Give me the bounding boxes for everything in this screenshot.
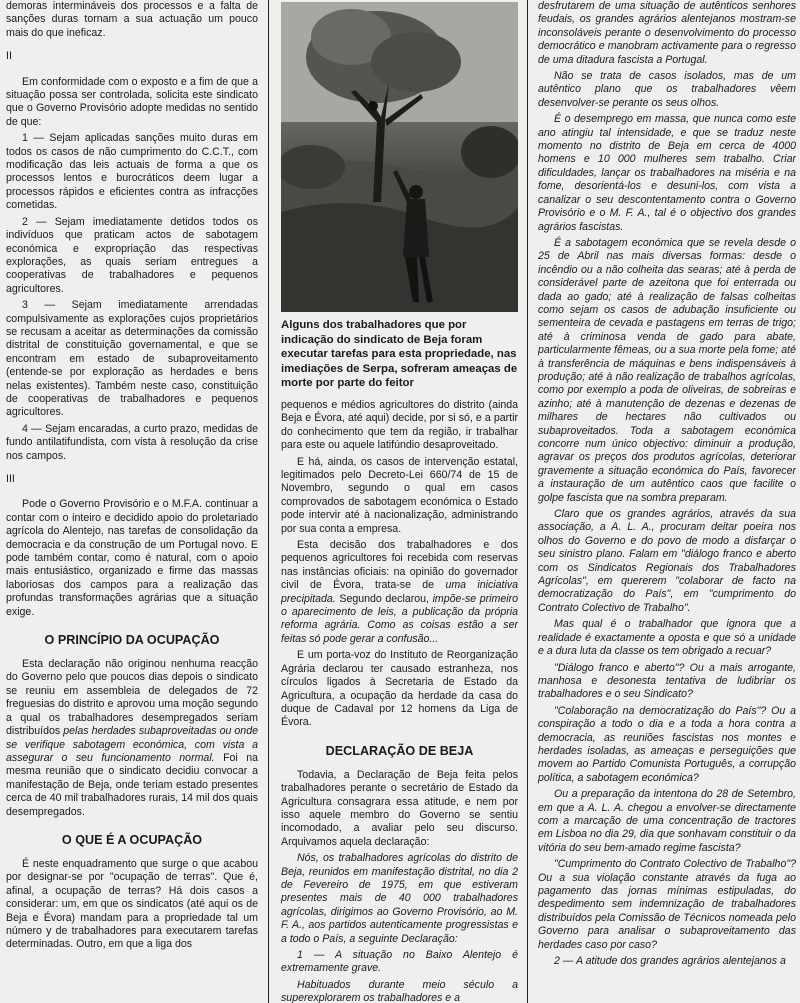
heading-declaracao-de-beja: DECLARAÇÃO DE BEJA bbox=[325, 743, 474, 758]
paragraph-decisao-text: Esta decisão dos trabalhadores e dos pequenos agricultores foi recebida com reservas nas instâncias oficiais: na opinião do governador civil de Évora, trata-se de bbox=[281, 539, 518, 592]
paragraph-desfrutarem: desfrutarem de uma situação de autênticos senhores feudais, os grandes agrários alentejanos mostram-se inconsoláveis perante o desenvolvimento do processo democrático e manobram activamente para o regresso de uma ditadura fascista a Portugal. bbox=[538, 0, 796, 66]
paragraph-preparacao: Ou a preparação da intentona do 28 de Setembro, em que a A. L. A. chegou a envolver-se directamente com a marcação de uma concentração de tractores em Lisboa no dia 29, dia que sonhavam constituir o da vitória do seu bem-amado regime fascista? bbox=[538, 788, 796, 854]
paragraph-nao-se-trata: Não se trata de casos isolados, mas de um autêntico plano que os trabalhadores vêem desenvolver-se perante os seus olhos. bbox=[538, 70, 796, 109]
column-left bbox=[6, 0, 258, 1003]
paragraph-intervencao: E há, ainda, os casos de intervenção estatal, legitimados pelo Decreto-Lei 660/74 de 15 de Novembro, segundo o qual em casos comprovados de sabotagem económica o Estado pode intervir até à nacionalização, administrando por sua conta a empresa. bbox=[281, 455, 518, 535]
column-right bbox=[538, 0, 796, 1003]
paragraph-declaracao-text: Esta declaração não originou nenhuma reacção do Governo pelo que poucos dias depois o sindicato se reuniu em assembleia de delegados de 72 freguesias do distrito e aprovou uma moção segundo a qual os trabalhadores desempregados seriam distribuídos bbox=[6, 658, 258, 738]
photo-illustration bbox=[281, 2, 518, 312]
column-rule-left bbox=[268, 0, 269, 1003]
paragraph-cumprimento: "Cumprimento do Contrato Colectivo de Trabalho"? Ou a sua violação constante através da fuga ao pagamento das jornas mínimas estipuladas, do despedimento sem indemnização de trabalhadores distribuídos pela Comissão de Técnicos nomeada pelo Governo para analisar o subaproveitamento das herdades caso por caso? bbox=[538, 858, 796, 951]
list-item-2: 2 — Sejam imediatamente detidos todos os indivíduos que praticam actos de sabotagem económica e expropriação das respectivas explorações, as quais seriam entregues a cooperativas de trabalhadores e pequenos agricultores. bbox=[6, 215, 258, 295]
paragraph-declaracao-italic: pelas herdades subaproveitadas ou onde se verifique sabotagem económica, com vista a assegurar o seu funcionamento normal. bbox=[6, 725, 258, 764]
paragraph-pequenos: pequenos e médios agricultores do distrito (ainda Beja e Évora, até aqui) decide, por si só, e a partir do conhecimento que tem da região, ir trabalhar para este ou aquele latifúndio desaproveitado. bbox=[281, 398, 518, 452]
heading-principio: O PRINCÍPIO DA OCUPAÇÃO bbox=[44, 633, 220, 648]
paragraph-conformidade: Em conformidade com o exposto e a fim de que a situação possa ser controlada, solicita este sindicato que o Governo Provisório adopte medidas no sentido de que: bbox=[6, 75, 258, 128]
paragraph-habituados: Habituados durante meio século a superexplorarem os trabalhadores e a bbox=[281, 978, 518, 1003]
photo-caption: Alguns dos trabalhadores que por indicação do sindicato de Beja foram executar tarefas para esta propriedade, nas imediações de Serpa, sofreram ameaças de morte por parte do feitor bbox=[281, 319, 518, 390]
section-number-ii: II bbox=[6, 50, 12, 63]
paragraph-pode: Pode o Governo Provisório e o M.F.A. continuar a contar com o inteiro e decidido apoio do proletariado agrícola do Alentejo, nas tarefas de consolidação da democracia e da construção de um Portugal novo. E pode também contar, como é natural, com o apoio mais entusiástico, organizado e firme das massas laboriosas dos campos para a realização das profundas transformações agrárias que a situação exige. bbox=[6, 498, 258, 618]
paragraph-nos: Nós, os trabalhadores agrícolas do distrito de Beja, reunidos em manifestação distrital, no dia 2 de Fevereiro de 1975, em que estiveram presentes mais de 40 000 trabalhadores agrícolas, dirigimos ao Governo Provisório, ao M. F. A., aos partidos autenticamente progressistas e a todo o País, a seguinte Declaração: bbox=[281, 852, 518, 945]
paragraph-declaracao bbox=[6, 658, 258, 819]
paragraph-situacao: 1 — A situação no Baixo Alentejo é extremamente grave. bbox=[281, 949, 518, 975]
paragraph-decisao-mid: Segundo declarou, bbox=[339, 592, 429, 605]
paragraph-desemprego: É o desemprego em massa, que nunca como este ano atingiu tal intensidade, e que se traduz neste momento no distrito de Beja em cerca de 4000 homens e 10 000 mulheres sem trabalho. Criar dificuldades, lançar os trabalhadores na miséria e na fome, desorientá-los e desuni-los, com vista a canalizar o seu descontentamento contra o Governo Provisório e o M. F. A., tal é o objectivo dos grandes agrários fascistas. bbox=[538, 113, 796, 233]
paragraph-decisao bbox=[281, 539, 518, 646]
list-item-1: 1 — Sejam aplicadas sanções muito duras em todos os casos de não cumprimento do C.C.T., com modificação das leis actuais de forma a que os processos lentos e burocráticos deem lugar a processos rápidos e eficientes contra as infracções cometidas. bbox=[6, 132, 258, 212]
paragraph-decisao-italic-1: uma iniciativa precipitada. bbox=[281, 579, 518, 605]
paragraph-colaboracao: "Colaboração na democratização do País"? Ou a conspiração a todo o dia e a toda a hora contra a democracia, as reuniões fascistas nos montes e herdades isoladas, as ameaças e perseguições que movem ao Partido Comunista Português, a corrupção política, a sabotagem económica? bbox=[538, 704, 796, 784]
list-item-3: 3 — Sejam imediatamente arrendadas compulsivamente as explorações cujos proprietários se recusam a aceitar as determinações da comissão distrital de constituição governamental, e que se encontram em estado de subaproveitamento (entende-se por exploração as herdades e bens nelas existentes). Também neste caso, constituição de cooperativas de trabalhadores e pequenos agricultores. bbox=[6, 299, 258, 419]
paragraph-dialogo: "Diálogo franco e aberto"? Ou a mais arrogante, manhosa e desonesta tentativa de ludibriar os trabalhadores e o seu Sindicato? bbox=[538, 661, 796, 701]
paragraph-atitude: 2 — A atitude dos grandes agrários alentejanos a bbox=[554, 955, 786, 968]
paragraph-todavia: Todavia, a Declaração de Beja feita pelos trabalhadores perante o secretário de Estado da Agricultura consagrara essa atitude, e nem por isso aquele membro do Governo se sentiu incomodado, a avaliar pelo seu discurso. Arquivamos aquela declaração: bbox=[281, 768, 518, 848]
paragraph-enquadramento: É neste enquadramento que surge o que acabou por designar-se por "ocupação de terras". Que é, afinal, a ocupação de terras? Há dois casos a considerar: um, em que os sindicatos (até aqui os de Beja e Évora) mandam para a propriedade tal um número y de trabalhadores para executarem tarefas determinadas. Outro, em que a liga dos bbox=[6, 857, 258, 951]
heading-o-que-e: O QUE É A OCUPAÇÃO bbox=[61, 832, 203, 847]
paragraph-sabotagem: É a sabotagem económica que se revela desde o 25 de Abril nas mais diversas formas: desde o incêndio ou a não colheita das searas; até à perda de considerável parte de azeitona que foi enterrada ou dada ao gado; até à realização de falsas colheitas como sejam os casos de adubação insuficiente ou sementeira de cevada e pastagens em terras de trigo; até à criminosa venda de gado para abate, particularmente fêmeas, ou a sua morte pela fome; até à transferência de máquinas e bens indispensáveis à produção; até à não realização de trabalhos agrícolas, como por exemplo a poda de oliveiras, de sobreiras e azinho; até à manutenção de dezenas e dezenas de milhares de hectares não cultivados ou subaproveitados. Toda a sabotagem económica concorre num único objectivo: diminuir a produção, agravar os preços dos produtos agrícolas, deteriorar gravemente a situação económica do País, favorecer a instauração de um autêntico caos que facilite o golpe fascista que na sombra preparam. bbox=[538, 236, 796, 504]
photo-olive-tree-workers bbox=[281, 2, 518, 312]
paragraph-declaracao-end: Foi na mesma reunião que o sindicato decidiu convocar a manifestação de Beja, onde teriam estado presentes cerca de 40 mil trabalhadores rurais, 14 mil dos quais desempregados. bbox=[6, 751, 258, 818]
paragraph-decisao-italic-2: impõe-se primeiro o aparecimento de leis, a publicação da própria reforma agrária. Como as coisas estão a ser feitas só pode gerar a confusão... bbox=[281, 592, 518, 645]
paragraph-portavoz: E um porta-voz do Instituto de Reorganização Agrária declarou ter causado estranheza, nos círculos ligados à Secretaria de Estado da Agricultura, a ocupação da herdade da casa do duque de Cadaval por 12 homens da Liga de Évora. bbox=[281, 649, 518, 729]
section-number-iii: III bbox=[6, 473, 15, 485]
paragraph-mas: Mas qual é o trabalhador que ignora que a realidade é exactamente a oposta e que só a unidade e a dura luta da classe os tem obrigado a recuar? bbox=[538, 618, 796, 658]
list-item-4: 4 — Sejam encaradas, a curto prazo, medidas de fundo antilatifundista, com vista à resolução da crise nos campos. bbox=[6, 422, 258, 462]
column-rule-right bbox=[527, 0, 528, 1003]
paragraph-intro: demoras intermináveis dos processos e a falta de sanções duras tornam a sua actuação um pouco mais do que ineficaz. bbox=[6, 0, 258, 39]
paragraph-claro: Claro que os grandes agrários, através da sua associação, a A. L. A., procuram deitar poeira nos olhos do Governo e do povo de modo a disfarçar o seu sinistro plano. Falam em "diálogo franco e aberto com os Sindicatos Regionais dos Trabalhadores Agrícolas", em quererem "colaborar de facto na democratização do País", em "cumprimento do Contrato Colectivo de Trabalho". bbox=[538, 508, 796, 614]
column-middle bbox=[281, 0, 518, 1003]
